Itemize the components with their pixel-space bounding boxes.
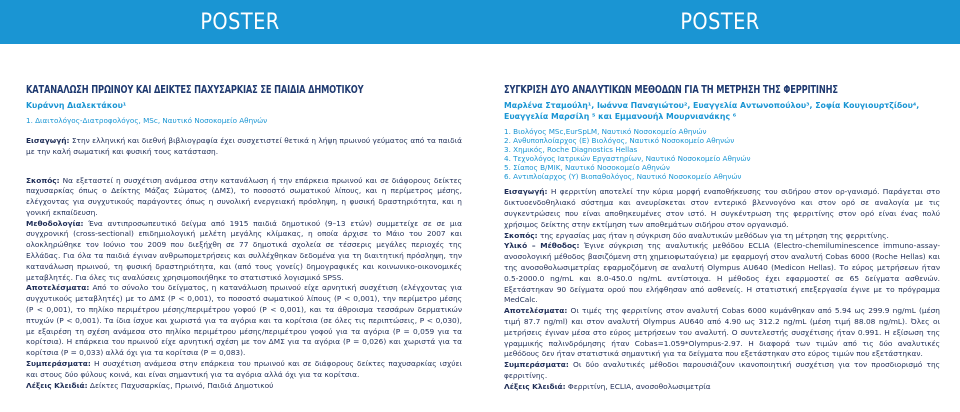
right-affiliation-item: 2. Ανθυποπλοίαρχος (Ε) Βιολόγος, Ναυτικό Νοσοκομείο Αθηνών <box>504 135 735 145</box>
left-intro-label: Εισαγωγή: <box>26 135 70 145</box>
right-results-text: Οι τιμές της φερριτίνης στον αναλυτή Cobas 6000 κυμάνθηκαν από 5.94 ως 299.9 ng/mL (μέση τιμή 87.7 ng/ml) και στον αναλυτή Olympus AU640 από 4.90 ως 312.2 ng/mL (μέση τιμή 88.08 ng/mL). Όλες οι μετρήσεις έγιναν μέσα στο εύρος μετρήσεων του αναλυτή. Ο συντελεστής συσχέτισης ήταν 0.991. Η εξίσωση της γραμμικής παλινδρόμησης ήταν Cobas=1.059*Olympus-2.97. Η διαφορά των τιμών από τις δύο αναλυτικές μεθόδους δεν ήταν στατιστικά σημαντική για τα δείγματα που εξετάστηκαν στο εύρος τιμών που εξετάστηκαν. <box>504 306 940 359</box>
left-aim-paragraph <box>26 176 462 219</box>
left-keywords-paragraph <box>26 381 462 392</box>
right-intro-text: Η φερριτίνη αποτελεί την κύρια μορφή εναποθήκευσης του σιδήρου στον ορ-γανισμό. Παράγεται στο δικτυοενδοθηλιακό σύστημα και ανευρίσκεται στον εντερικό βλεννογόνο και στον ορό σε αναλογία με τις συγκεντρώσεις που είναι αποθηκευμένες στον ιστό. Η συγκέντρωση της φερριτίνης στον ορό είναι ένας πολύ χρήσιμος δείκτης στην εκτίμηση των αποθεμάτων σιδήρου στον οργανισμό. <box>504 187 940 229</box>
left-aim-text: Να εξεταστεί η συσχέτιση ανάμεσα στην κατανάλωση ή την επάρκεια πρωινού και σε διάφορους δείκτες παχυσαρκίας όπως ο Δείκτης Μάζας Σώματος (ΔΜΣ), το ποσοστό σωματικού λίπους, και η περίμετρος μέσης, ελέγχοντας για συγχυτικούς παράγοντες όπως η συνολική ενεργειακή πρόσληψη, η φυσική δραστηριότητα, και η γονική εκπαίδευση. <box>26 175 462 217</box>
right-aim-label: Σκοπός: <box>504 230 538 240</box>
right-affiliation-item: 3. Χημικός, Roche Diagnostics Hellas <box>504 144 638 154</box>
right-method-label: Υλικό – Μέθοδος: <box>504 241 580 251</box>
right-title: ΣΥΓΚΡΙΣΗ ΔΥΟ ΑΝΑΛΥΤΙΚΩΝ ΜΕΘΟΔΩΝ ΓΙΑ ΤΗ ΜΕΤΡΗΣΗ ΤΗΣ ΦΕΡΡΙΤΙΝΗΣ <box>504 84 838 96</box>
right-keywords-text: Φερριτίνη, ECLIA, ανοσοθολωσιμετρία <box>565 381 711 391</box>
left-affiliation: 1. Διαιτολόγος-Διατροφολόγος, MSc, Ναυτικό Νοσοκομείο Αθηνών <box>26 116 268 125</box>
left-method-text: Ένα αντιπροσωπευτικό δείγμα από 1915 παιδιά δημοτικού (9–13 ετών) συμμετείχε σε σε μια συγχρονική (cross-sectional) επιδημιολογική μελέτη μεγάλης κλίμακας, η οποία άρχισε το Μάιο του 2007 και ολοκληρώθηκε τον Ιούνιο του 2009 που διεξήχθη σε 77 δημοτικά σχολεία σε τέσσερις μεγάλες περιοχές της Ελλάδας. Για όλα τα παιδιά έγιναν ανθρωπομετρήσεις και συλλέχθηκαν δεδομένα για τη διαιτητική πρόσληψη, την κατανάλωση πρωινού, τη φυσική δραστηριότητα, και (από τους γονείς) δημογραφικές και κοινωνικο-οικονομικές μεταβλητές. Για όλες τις αναλύσεις χρησιμοποιήθηκε το στατιστικό λογισμικό SPSS. <box>26 218 462 282</box>
right-results-paragraph <box>504 306 940 360</box>
left-conclusions-label: Συμπεράσματα: <box>26 359 91 369</box>
poster-label-right: POSTER <box>680 9 760 35</box>
right-conclusions-paragraph <box>504 360 940 382</box>
left-results-text: Από το σύνολο του δείγματος, η κατανάλωση πρωινού είχε αρνητική συσχέτιση (ελέγχοντας για συγχυτικούς μεταβλητές) με το ΔΜΣ (P < 0,001), το ποσοστό σωματικού λίπους (P < 0,001), την περίμετρο μέσης (P < 0,001), το πηλίκο περιμέτρου μέσης/περιμέτρου γοφού (P < 0,001), και τα άθροισμα τεσσάρων δερματικών πτυχών (P < 0,001). Τα ίδια ίσχυε και χωριστά για τα αγόρια και τα κορίτσια (σε όλες τις περιπτώσεις, P < 0,030), με εξαιρέση τη σχέση ανάμεσα στο πηλίκο περιμέτρου μέσης/περιμέτρου γοφού για τα αγόρια (P = 0,059 για τα κορίτσια). Η επάρκεια του πρωινού είχε αρνητική σχέση με τον ΔΜΣ για τα αγόρια (P = 0,026) και χωριστά για τα κορίτσια (P = 0,033) αλλά όχι για τα κορίτσια (P = 0,083). <box>26 283 462 358</box>
left-conclusions-paragraph <box>26 359 462 381</box>
right-abstract <box>504 84 940 393</box>
right-keywords-label: Λέξεις Κλειδιά: <box>504 381 566 391</box>
right-aim-text: της εργασίας μας ήταν η σύγκριση δύο αναλυτικών μεθόδων για τη μέτρηση της φερριτίνης. <box>537 230 889 240</box>
right-authors-line2: Ευαγγελία Μαρσίλη ⁵ και Εμμανουήλ Μουρνιανάκης ⁶ <box>504 112 737 121</box>
right-method-paragraph <box>504 241 940 306</box>
right-affiliation-item: 5. Σίαπος Β/ΜΙΚ, Ναυτικό Νοσοκομείο Αθηνών <box>504 162 670 172</box>
right-conclusions-text: Οι δύο αναλυτικές μέθοδοι παρουσιάζουν ικανοποιητική συσχέτιση για τον προσδιορισμό της φερριτίνης. <box>504 360 940 380</box>
left-keywords-label: Λέξεις Κλειδιά: <box>26 380 88 390</box>
right-aim-paragraph <box>504 231 940 242</box>
right-keywords-paragraph <box>504 382 940 393</box>
left-abstract <box>26 84 462 391</box>
left-intro-text: Στην ελληνική και διεθνή βιβλιογραφία έχει συσχετιστεί θετικά η λήψη πρωινού γεύματος από τα παιδιά με την καλή σωματική και φυσική τους κατάσταση. <box>26 135 462 156</box>
left-intro-paragraph <box>26 136 462 158</box>
left-title: ΚΑΤΑΝΑΛΩΣΗ ΠΡΩΙΝΟΥ ΚΑΙ ΔΕΙΚΤΕΣ ΠΑΧΥΣΑΡΚΙΑΣ ΣΕ ΠΑΙΔΙΑ ΔΗΜΟΤΙΚΟΥ <box>26 84 364 96</box>
left-results-paragraph <box>26 283 462 359</box>
poster-label-left: POSTER <box>200 9 280 35</box>
left-results-label: Αποτελέσματα: <box>26 283 90 293</box>
right-method-text: Έγινε σύγκριση της αναλυτικής μεθόδου ECLIA (Electro-chemiluminescence immuno-assay- ανοσολογική μέθοδος βασιζόμενη στη χημειοφωταύγεια) με εφαρμογή στον αναλυτή Cobas 6000 (Roche Hellas) και της ανοσοθολωσιμετρίας εφαρμοζόμενη σε αναλυτή Olympus AU640 (Medicon Hellas). Το εύρος μετρήσεων ήταν 0.5-2000.0 ng/mL και 8.0-450.0 ng/mL αντίστοιχα. Η μέθοδος έχει εφαρμοστεί σε 65 δείγματα ασθενών. Εξετάστηκαν 90 δείγματα ορού που ελήφθησαν από ασθενείς. Η στατιστική επεξεργασία έγινε με το πρόγραμμα ΜedCalc. <box>504 241 940 305</box>
right-affiliation-item: 4. Τεχνολόγος Ιατρικών Εργαστηρίων, Ναυτικό Νοσοκομείο Αθηνών <box>504 153 751 163</box>
right-intro-label: Εισαγωγή: <box>504 187 548 197</box>
poster-header-bar <box>0 0 960 44</box>
right-affiliation-item: 1. Βιολόγος MSc,EurSpLM, Ναυτικό Νοσοκομείο Αθηνών <box>504 127 707 136</box>
left-authors: Κυράννη Διαλεκτάκου¹ <box>26 101 127 110</box>
left-aim-label: Σκοπός: <box>26 175 60 185</box>
left-method-label: Μεθοδολογία: <box>26 218 84 228</box>
left-method-paragraph <box>26 219 462 284</box>
right-conclusions-label: Συμπεράσματα: <box>504 360 569 370</box>
left-keywords-text: Δείκτες Παχυσαρκίας, Πρωινό, Παιδιά Δημοτικού <box>87 380 274 390</box>
left-conclusions-text: Η συσχέτιση ανάμεσα στην επάρκεια του πρωινού και σε διάφορους δείκτες παχυσαρκίας ισχύει και στους δύο φύλους κοινά, και είναι σημαντική για τα αγόρια αλλά όχι για τα κορίτσια. <box>26 359 462 379</box>
right-affiliations <box>504 128 940 181</box>
right-affiliation-item: 6. Αντιπλοίαρχος (Υ) Βιοπαθολόγος, Ναυτικό Νοσοκομείο Αθηνών <box>504 171 742 181</box>
right-results-label: Αποτελέσματα: <box>504 306 568 316</box>
right-intro-paragraph <box>504 187 940 230</box>
right-authors-line1: Μαρλένα Σταμούλη¹, Ιωάννα Παναγιώτου², Ευαγγελία Αντωνοπούλου³, Σοφία Κουγιουρτζίδου⁴, <box>504 101 920 110</box>
